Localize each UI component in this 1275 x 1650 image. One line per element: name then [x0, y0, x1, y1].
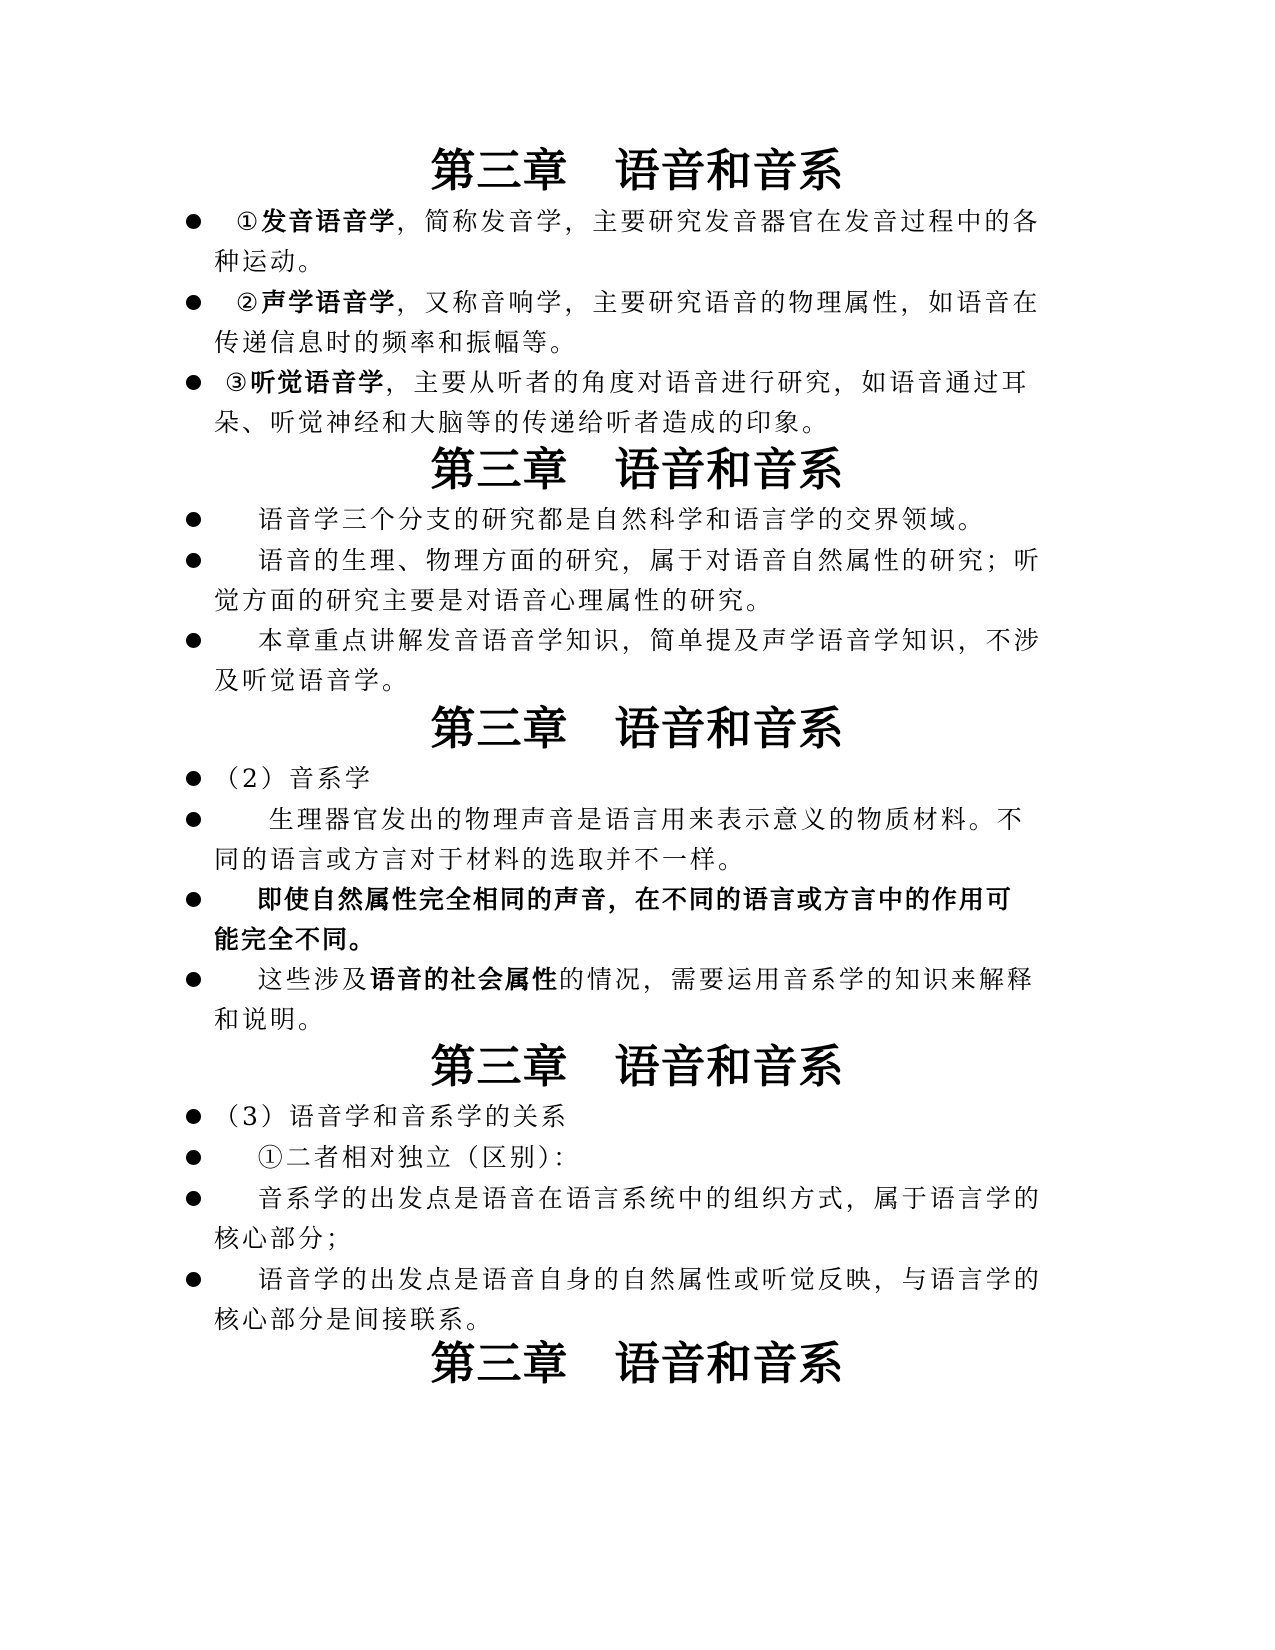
list-item-text: 语音的生理、物理方面的研究，属于对语音自然属性的研究；听 觉方面的研究主要是对语音心理属性的研究。 — [214, 546, 1042, 615]
list-item-text: 这些涉及语音的社会属性的情况，需要运用音系学的知识来解释 和说明。 — [214, 965, 1035, 1034]
bullet-icon — [186, 1150, 201, 1165]
list-item-text: ②声学语音学，又称音响学，主要研究语音的物理属性，如语音在 传递信息时的频率和振幅等。 — [214, 288, 1041, 357]
bullet-icon — [186, 771, 201, 786]
bullet-icon — [186, 1191, 201, 1206]
bullet-icon — [186, 1109, 201, 1124]
list-item-text: 本章重点讲解发音语音学知识，简单提及声学语音学知识，不涉 及听觉语音学。 — [214, 626, 1042, 695]
bullet-icon — [186, 972, 201, 987]
bullet-icon — [186, 214, 201, 229]
bullet-icon — [186, 375, 201, 390]
bullet-icon — [186, 892, 201, 907]
list-item-text: ①发音语音学，简称发音学，主要研究发音器官在发音过程中的各 种运动。 — [214, 207, 1041, 276]
bullet-icon — [186, 1272, 201, 1287]
list-item-text: ③听觉语音学，主要从听者的角度对语音进行研究，如语音通过耳 朵、听觉神经和大脑等的传递给听者造成的印象。 — [214, 368, 1030, 437]
chapter-heading: 第三章 语音和音系 — [430, 1337, 845, 1390]
list-item-text: 即使自然属性完全相同的声音，在不同的语言或方言中的作用可 能完全不同。 — [214, 885, 1013, 954]
bullet-icon — [186, 812, 201, 827]
chapter-heading: 第三章 语音和音系 — [430, 702, 845, 755]
chapter-heading: 第三章 语音和音系 — [430, 1040, 845, 1093]
list-item-text: 语音学的出发点是语音自身的自然属性或听觉反映，与语言学的 核心部分是间接联系。 — [214, 1265, 1042, 1334]
chapter-heading: 第三章 语音和音系 — [430, 443, 845, 496]
chapter-heading: 第三章 语音和音系 — [430, 144, 845, 197]
list-item-text: 语音学三个分支的研究都是自然科学和语言学的交界领域。 — [257, 505, 986, 534]
bullet-icon — [186, 512, 201, 527]
list-item-text: （2）音系学 — [214, 764, 373, 793]
bullet-icon — [186, 295, 201, 310]
bullet-icon — [186, 553, 201, 568]
list-item-text: 生理器官发出的物理声音是语言用来表示意义的物质材料。不 同的语言或方言对于材料的选取并不一样。 — [214, 805, 1025, 874]
list-item-text: ①二者相对独立（区别）： — [257, 1143, 582, 1172]
bullet-icon — [186, 633, 201, 648]
list-item-text: （3）语音学和音系学的关系 — [214, 1102, 569, 1131]
list-item-text: 音系学的出发点是语音在语言系统中的组织方式，属于语言学的 核心部分； — [214, 1184, 1042, 1253]
